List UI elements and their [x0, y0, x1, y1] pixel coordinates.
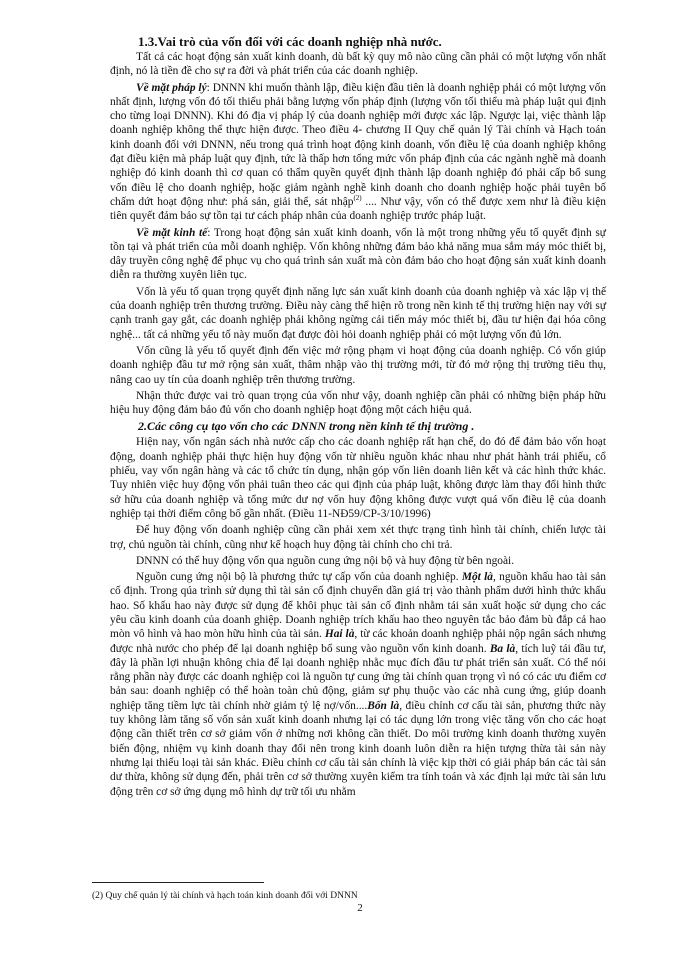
paragraph-expansion: Vốn cũng là yếu tố quyết định đến việc mở rộng phạm vi hoạt động của doanh nghiệp. Có vốn giúp doanh nghiệp đầu tư mở rộng sản xuất, thâm nhập vào thị trường mới, từ đó mở rộng thị trường tiêu thụ, nâng cao uy tín của doanh nghiệp trên thương trường.: [110, 344, 606, 386]
ordinal-two: Hai là: [324, 628, 355, 641]
page-number: 2: [357, 902, 363, 914]
depreciation-text: , nguồn khấu hao tài sản cố định. Trong qúa trình sử dụng thì tài sản cố định chuyển dần giá trị vào thành phẩm dưới hình thức khấu hao. Số khấu hao này được sử dụng để khôi phục tài sản cố định nhằm tái sản xuất hoặc sử dụng cho các yêu cầu kinh doanh của doanh ghiệp. Doanh nghiệp trích khấu hao theo nguyên tắc bảo đảm bù đắp cả hao mòn vô hình và hao mòn hữu hình của tài sản.: [110, 571, 606, 641]
section-heading-capital-tools: 2.Các công cụ tạo vốn cho các DNNN trong nền kinh tế thị trường .: [138, 419, 475, 434]
paragraph-sources: DNNN có thể huy động vốn qua nguồn cung ứng nội bộ và huy động từ bên ngoài.: [136, 554, 515, 567]
footnote: (2) Quy chế quản lý tài chính và hạch toán kinh doanh đối với DNNN: [92, 891, 358, 901]
page-content: [110, 34, 606, 801]
paragraph-capacity: Vốn là yếu tố quan trọng quyết định năng lực sản xuất kinh doanh của doanh nghiệp và xác lập vị thế của doanh nghiệp trên thương trường. Điều này càng thể hiện rõ trong nền kinh tế thị trường hiện nay với sự cạnh tranh gay gắt, các doanh nghiệp phải không ngừng cải tiến máy móc thiết bị, đầu tư hiện đại hóa công nghệ... tất cả những yếu tố này muốn đạt được đòi hỏi doanh nghiệp phải có một lượng vốn đủ lớn.: [110, 285, 606, 341]
internal-sources-text: Nguồn cung ứng nội bộ là phương thức tự cấp vốn của doanh nghiệp.: [136, 571, 462, 584]
paragraph-state-budget: Hiện nay, vốn ngân sách nhà nước cấp cho các doanh nghiệp rất hạn chế, do đó để đảm bảo vốn hoạt động, doanh nghiệp phải thực hiện huy động vốn từ nhiều nguồn khác nhau như phát hành trái phiếu, cổ phiếu, vay vốn ngân hàng và các tổ chức tín dụng, nhận góp vốn liên doanh liên kết và các hình thức khác. Tuy nhiên việc huy động vốn phải tuân theo các qui định của pháp luật, không được làm thay đổi hình thức sở hữu của doanh nghiệp và tổng mức dư nợ vốn huy động không được vượt quá vốn điều lệ của doanh nghiệp tại thời điểm công bố gần nhất. (Điều 11-NĐ59/CP-3/10/1996): [110, 436, 606, 520]
paragraph-economic-aspect: [110, 226, 606, 283]
paragraph-internal-sources: [110, 570, 606, 799]
ordinal-four: Bốn là: [367, 699, 400, 712]
paragraph-intro: Tất cả các hoạt động sản xuất kinh doanh, dù bất kỳ quy mô nào cũng cần phải có một lượng vốn nhất định, nó là tiền đề cho sự ra đời và phát triển của các doanh nghiệp.: [110, 51, 606, 78]
legal-aspect-text-end: .... Như vậy, vốn có thể được xem như là điều kiện tiên quyết đảm bảo sự tồn tại tư cách pháp nhân của doanh nghiệp trước pháp luật.: [110, 195, 606, 223]
budget-retention-text: , từ các khoản doanh nghiệp phải nộp ngân sách nhưng được nhà nước cho phép để lại doanh nghiệp bổ sung vào nguồn vốn kinh doanh.: [110, 628, 606, 655]
economic-aspect-text: : Trong hoạt động sản xuất kinh doanh, vốn là một trong những yếu tố quyết định sự tồn tại và phát triển của mỗi doanh nghiệp. Vốn không những đảm bảo khả năng mua sắm máy móc thiết bị, dây truyền công nghệ để phục vụ cho quá trình sản xuất mà còn đảm bảo cho hoạt động sản xuất kinh doanh diễn ra thường xuyên liên tục.: [110, 226, 606, 282]
paragraph-financial-situation: Để huy động vốn doanh nghiệp cũng cần phải xem xét thực trạng tình hình tài chính, chiến lược tài trợ, chủ nguồn tài chính, cũng như kế hoạch huy động tài chính cho chi trả.: [110, 524, 606, 551]
paragraph-legal-aspect: [110, 81, 606, 224]
reinvestment-text: , tích luỹ tái đầu tư, đây là phần lợi nhuận không chia để lại doanh nghiệp nhằc mục đích đầu tư phát triển sản xuất. Có thể nói rằng phần này được các doanh nghiệp coi là nguồn tự cung ứng tài chính quan trọng vì nó có các ưu điểm cơ bản sau: doanh nghiệp có thể hoàn toàn chủ động, giảm sự phụ thuộc vào các nhà cung ứng, giúp doanh nghiệp tăng tiềm lực tài chính nhờ giảm tỷ lệ nợ/vốn....: [110, 642, 606, 712]
section-heading-role-of-capital: 1.3.Vai trò của vốn đối với các doanh nghiệp nhà nước.: [138, 34, 442, 49]
ordinal-one: Một là: [461, 571, 494, 584]
footnote-divider: [92, 882, 264, 883]
economic-aspect-lead: Về mặt kinh tế: [136, 226, 208, 239]
legal-aspect-text: : DNNN khi muốn thành lập, điều kiện đầu tiên là doanh nghiệp phải có một lượng vốn nhất định, lượng vốn đó tối thiểu phải bằng lượng vốn pháp định (lượng vốn tối thiểu mà pháp luật qui định cho từng loại DNNN). Khi đó địa vị pháp lý của doanh nghiệp mới được xác lập. Ngược lại, việc thành lập doanh nghiệp không thể thực hiện được. Theo điều 4- chương II Quy chế quản lý Tài chính và Hạch toán kinh doanh đối với DNNN, nếu trong quá trình hoạt động kinh doanh, vốn điều lệ của doanh nghiệp không đạt điều kiện mà pháp luật quy định, tức là thấp hơn tổng mức vốn pháp định của các ngành nghề mà doanh nghiệp đó kinh doanh thì cơ quan có thẩm quyền quyết định thành lập doanh nghiệp đó phải cấp bổ sung vốn điều lệ cho doanh nghiệp, hoặc giảm ngành nghề kinh doanh cho doanh nghiệp hoặc phải tuyên bố chấm dứt hoạt động như: phá sản, giải thể, sát nhập: [110, 81, 606, 208]
footnote-reference: (2): [353, 194, 362, 203]
legal-aspect-lead: Về mặt pháp lý: [136, 81, 207, 94]
asset-restructuring-text: , điều chỉnh cơ cấu tài sản, phương thức này tuy không làm tăng số vốn sản xuất kinh doanh nhưng lại có tác dụng lớn trong việc tăng vốn cho các hoạt động cần thiết trên cơ sở giảm vốn ở những nơi không cần thiết. Do môi trường kinh doanh thường xuyên biến động, nhiệm vụ kinh doanh thay đổi nên trong kinh doanh luôn diễn ra hiện tượng thừa tài sản này nhưng lại thiếu loại tài sản khác. Điều chỉnh cơ cấu tài sản chính là việc kịp thời có giải pháp bán các tài sản dư thừa, không sử dụng đến, phải trên cơ sở thường xuyên kiểm tra tính toán và xác định lại mức tài sản lưu động trên cơ sở ứng dụng mô hình dự trữ tối ưu nhằm: [110, 699, 606, 798]
paragraph-awareness: Nhận thức được vai trò quan trọng của vốn như vậy, doanh nghiệp cần phải có những biện pháp hữu hiệu huy động đảm bảo đủ vốn cho doanh nghiệp hoạt động một cách hiệu quả.: [110, 389, 606, 417]
ordinal-three: Ba là: [489, 642, 516, 655]
